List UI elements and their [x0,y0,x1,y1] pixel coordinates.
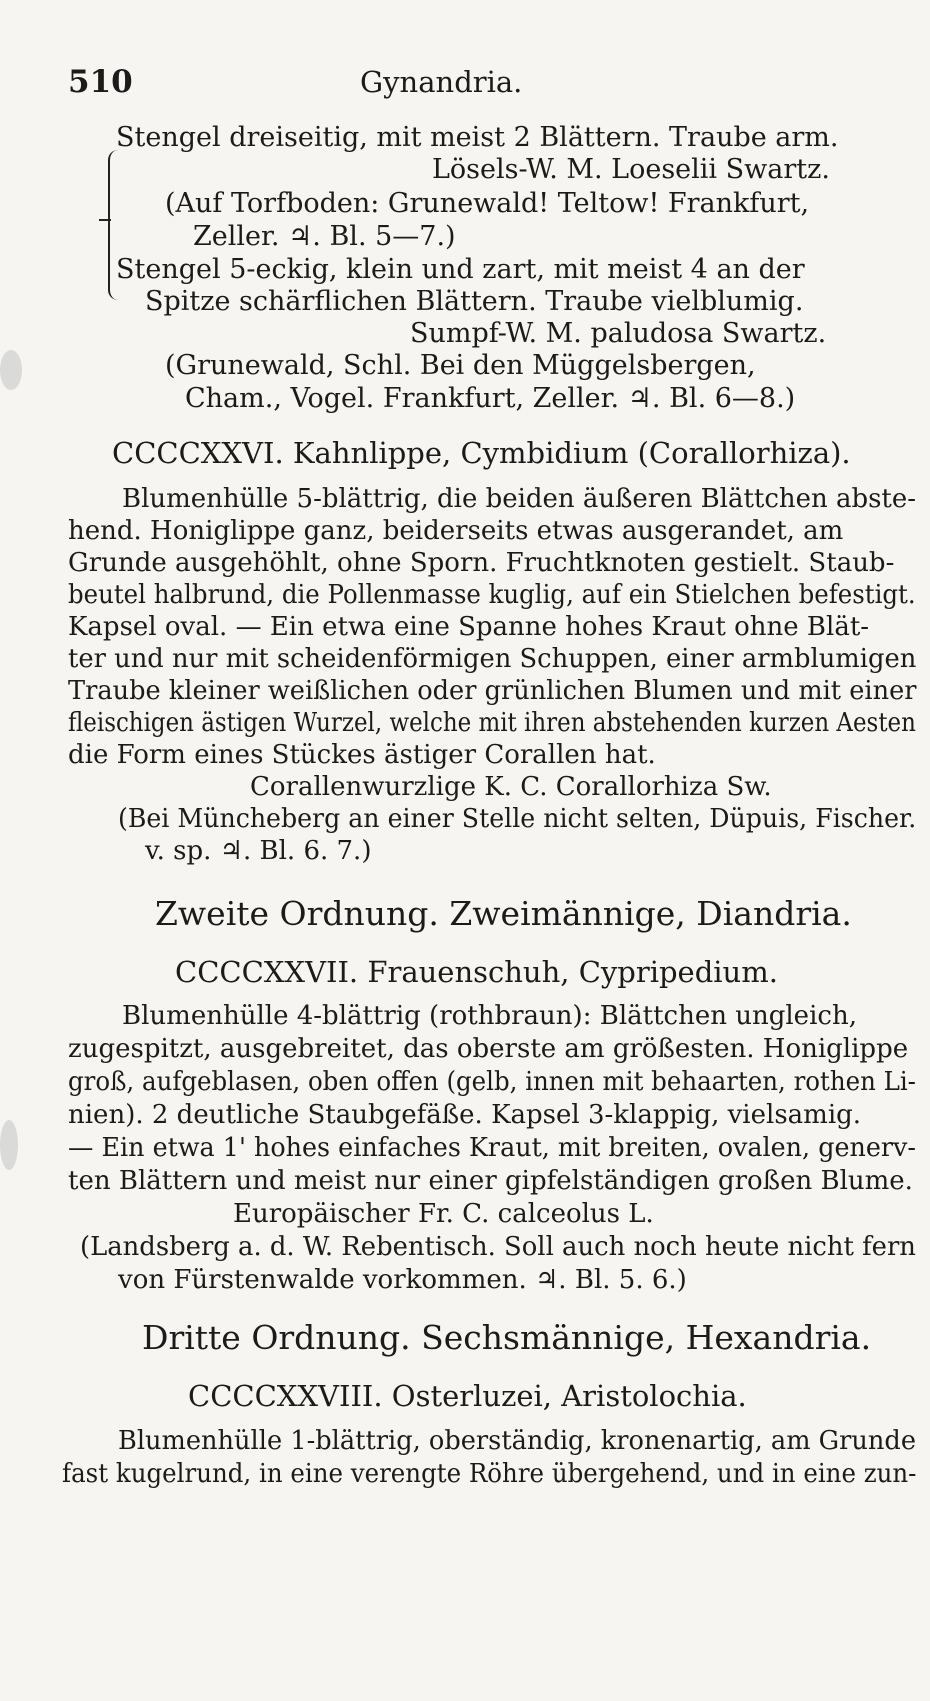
text-line: fleischigen ästigen Wurzel, welche mit ihren abstehenden kurzen Aesten [68,708,916,738]
text-line: zugespitzt, ausgebreitet, das oberste am größesten. Honiglippe [68,1034,909,1064]
genus-heading: CCCCXXVIII. Osterluzei, Aristolochia. [188,1379,747,1413]
text-line: Grunde ausgehöhlt, ohne Sporn. Fruchtknoten gestielt. Staub- [68,548,895,578]
text-line: Stengel dreiseitig, mit meist 2 Blättern. Traube arm. [116,122,839,153]
grouping-brace-tip [99,219,111,221]
text-line: ter und nur mit scheidenförmigen Schuppen, einer armblumigen [68,644,917,674]
text-line: Traube kleiner weißlichen oder grünlichen Blumen und mit einer [68,676,917,706]
genus-heading: CCCCXXVII. Frauenschuh, Cypripedium. [175,955,778,989]
text-line: die Form eines Stückes ästiger Corallen hat. [68,740,656,770]
text-line: Kapsel oval. — Ein etwa eine Spanne hohes Kraut ohne Blät- [68,612,870,642]
text-line: Blumenhülle 1-blättrig, oberständig, kronenartig, am Grunde [118,1426,916,1456]
text-line: ten Blättern und meist nur einer gipfelständigen großen Blume. [68,1166,913,1196]
text-line: (Landsberg a. d. W. Rebentisch. Soll auch noch heute nicht fern [80,1232,916,1262]
paper-stain [0,350,22,390]
text-line: Lösels-W. M. Loeselii Swartz. [432,154,830,185]
running-title: Gynandria. [360,65,523,99]
text-line: Stengel 5-eckig, klein und zart, mit meist 4 an der [116,254,805,285]
text-line: nien). 2 deutliche Staubgefäße. Kapsel 3-klappig, vielsamig. [68,1100,862,1130]
text-line: Blumenhülle 4-blättrig (rothbraun): Blättchen ungleich, [122,1001,857,1031]
text-line: Europäischer Fr. C. calceolus L. [233,1199,654,1229]
order-heading: Zweite Ordnung. Zweimännige, Diandria. [155,894,852,933]
text-line: Blumenhülle 5-blättrig, die beiden äußeren Blättchen abste- [122,484,916,514]
text-line: beutel halbrund, die Pollenmasse kuglig, auf ein Stielchen befestigt. [68,580,916,610]
text-line: Zeller. ♃. Bl. 5—7.) [193,221,456,252]
text-line: von Fürstenwalde vorkommen. ♃. Bl. 5. 6.) [118,1265,687,1295]
text-line: Sumpf-W. M. paludosa Swartz. [410,318,827,349]
order-heading: Dritte Ordnung. Sechsmännige, Hexandria. [142,1318,872,1357]
genus-heading: CCCCXXVI. Kahnlippe, Cymbidium (Corallorhiza). [112,436,851,470]
text-line: fast kugelrund, in eine verengte Röhre übergehend, und in eine zun- [62,1459,917,1489]
text-line: groß, aufgeblasen, oben offen (gelb, innen mit behaarten, rothen Li- [68,1067,916,1097]
text-line: (Auf Torfboden: Grunewald! Teltow! Frankfurt, [165,188,810,219]
text-line: Corallenwurzlige K. C. Corallorhiza Sw. [250,772,772,802]
text-line: (Bei Müncheberg an einer Stelle nicht selten, Düpuis, Fischer. [118,804,917,834]
text-line: v. sp. ♃. Bl. 6. 7.) [145,836,372,866]
text-line: — Ein etwa 1' hohes einfaches Kraut, mit breiten, ovalen, generv- [68,1133,916,1163]
text-line: Cham., Vogel. Frankfurt, Zeller. ♃. Bl. 6—8.) [185,383,796,414]
text-line: (Grunewald, Schl. Bei den Müggelsbergen, [165,350,756,381]
page-number: 510 [68,64,133,100]
text-line: Spitze schärflichen Blättern. Traube vielblumig. [145,286,804,317]
paper-stain [0,1120,18,1170]
text-line: hend. Honiglippe ganz, beiderseits etwas ausgerandet, am [68,516,844,546]
